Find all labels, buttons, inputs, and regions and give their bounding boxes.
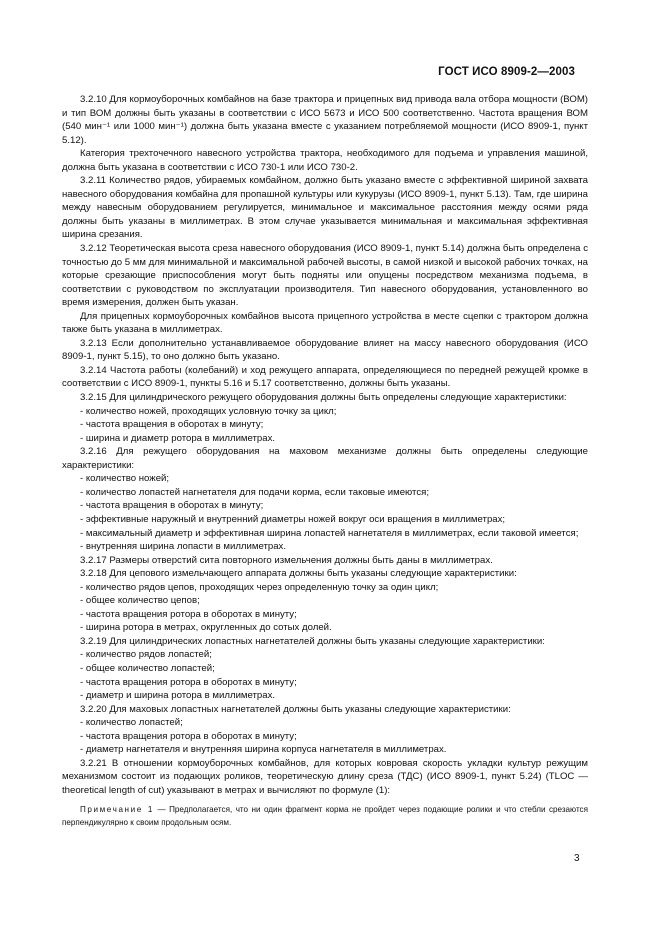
list-item: - количество лопастей нагнетателя для подачи корма, если таковые имеются; bbox=[80, 486, 429, 498]
paragraph: 3.2.13 Если дополнительно устанавливаемое оборудование влияет на массу навесного оборудования (ИСО 8909-1, пункт 5.15), то оно должно быть указано. bbox=[62, 337, 588, 363]
paragraph: 3.2.19 Для цилиндрических лопастных нагнетателей должны быть указаны следующие характеристики: bbox=[80, 635, 545, 647]
list-item: - частота вращения в оборотах в минуту; bbox=[80, 419, 264, 431]
list-item: - частота вращения ротора в оборотах в минуту; bbox=[80, 608, 297, 620]
list-item: - диаметр и ширина ротора в миллиметрах. bbox=[80, 690, 276, 702]
list-item: - частота вращения ротора в оборотах в минуту; bbox=[80, 730, 297, 742]
paragraph: Для прицепных кормоуборочных комбайнов высота прицепного устройства в месте сцепки с трактором должна также быть указана в миллиметрах. bbox=[62, 310, 588, 336]
paragraph: 3.2.11 Количество рядов, убираемых комбайном, должно быть указано вместе с эффективной шириной захвата навесного оборудования комбайна для пропашной культуры или кукурузы (ИСО 8909-1, пункт 5.13). Там, где ширина между навесным оборудованием регулируется, минимальное и максимальное расстояния между осями ряда должны быть указаны в миллиметрах. В этом случае указывается минимальная и максимальная эффективная ширина срезания. bbox=[62, 175, 588, 241]
paragraph: Категория трехточечного навесного устройства трактора, необходимого для подъема и управления машиной, должна быть указана в соответствии с ИСО 730-1 или ИСО 730-2. bbox=[62, 148, 588, 173]
paragraph: 3.2.16 Для режущего оборудования на маховом механизме должны быть определены следующие характеристики: bbox=[62, 446, 588, 471]
document-header: ГОСТ ИСО 8909-2—2003 bbox=[438, 66, 575, 78]
list-item: - количество ножей, проходящих условную точку за цикл; bbox=[80, 405, 337, 417]
paragraph: 3.2.17 Размеры отверстий сита повторного измельчения должны быть даны в миллиметрах. bbox=[80, 554, 493, 566]
list-item: - общее количество цепов; bbox=[80, 595, 200, 607]
page-number: 3 bbox=[574, 853, 580, 864]
list-item: - частота вращения в оборотах в минуту; bbox=[80, 500, 264, 512]
list-item: - диаметр нагнетателя и внутренняя ширина корпуса нагнетателя в миллиметрах. bbox=[80, 744, 447, 756]
paragraph: 3.2.12 Теоретическая высота среза навесного оборудования (ИСО 8909-1, пункт 5.14) должна быть определена с точностью до 5 мм для минимальной и максимальной рабочей высоты, в самой низкой и высокой рабочих точках, на которые срезающие приспособления могут быть подняты или опущены посредством механизма подъема, в соответствии с руководством по эксплуатации производителя. Тип навесного оборудования, установленного во время измерения, должен быть указан. bbox=[62, 243, 588, 309]
note bbox=[62, 804, 588, 829]
list-item: - количество рядов лопастей; bbox=[80, 649, 212, 661]
list-item: - эффективные наружный и внутренний диаметры ножей вокруг оси вращения в миллиметрах; bbox=[80, 513, 506, 525]
list-item: - количество ножей; bbox=[80, 473, 170, 485]
paragraph: 3.2.18 Для цепового измельчающего аппарата должны быть указаны следующие характеристики: bbox=[80, 568, 517, 580]
paragraph: 3.2.10 Для кормоуборочных комбайнов на базе трактора и прицепных вид привода вала отбора мощности (ВОМ) и тип ВОМ должны быть указаны в соответствии с ИСО 5673 и ИСО 500 соответственно. Частота вращения ВОМ (540 мин⁻¹ или 1000 мин⁻¹) должна быть указана вместе с указанием потребляемой мощности (ИСО 8909-1, пункт 5.12). bbox=[62, 94, 588, 146]
list-item: - количество лопастей; bbox=[80, 717, 183, 729]
document-body bbox=[62, 93, 588, 829]
list-item: - максимальный диаметр и эффективная ширина лопастей нагнетателя в миллиметрах, если таковой имеется; bbox=[80, 527, 579, 539]
list-item: - общее количество лопастей; bbox=[80, 662, 215, 674]
list-item: - количество рядов цепов, проходящих через определенную точку за один цикл; bbox=[80, 581, 439, 593]
paragraph: 3.2.21 В отношении кормоуборочных комбайнов, для которых ковровая скорость укладки культур режущим механизмом состоит из подающих роликов, теоретическую длину среза (ТДС) (ИСО 8909-1, пункт 5.24) (TLOC — theoretical length of cut) указывают в метрах и вычисляют по формуле (1): bbox=[62, 757, 588, 796]
paragraph: 3.2.14 Частота работы (колебаний) и ход режущего аппарата, определяющиеся по передней режущей кромке в соответствии с ИСО 8909-1, пункты 5.16 и 5.17 соответственно, должны быть указаны. bbox=[62, 364, 588, 390]
paragraph: 3.2.15 Для цилиндрического режущего оборудования должны быть определены следующие характеристики: bbox=[80, 392, 567, 404]
list-item: - ширина ротора в метрах, округленных до сотых долей. bbox=[80, 622, 332, 634]
list-item: - внутренняя ширина лопасти в миллиметрах. bbox=[80, 541, 287, 553]
note-text: — Предполагается, что ни один фрагмент корма не пройдет через подающие ролики и что стебли срезаются перпендикулярно к своим продольным осям. bbox=[62, 805, 588, 827]
paragraph: 3.2.20 Для маховых лопастных нагнетателей должны быть указаны следующие характеристики: bbox=[80, 703, 511, 715]
list-item: - частота вращения ротора в оборотах в минуту; bbox=[80, 676, 297, 688]
list-item: - ширина и диаметр ротора в миллиметрах. bbox=[80, 432, 276, 444]
note-label: Примечание 1 bbox=[80, 805, 155, 815]
